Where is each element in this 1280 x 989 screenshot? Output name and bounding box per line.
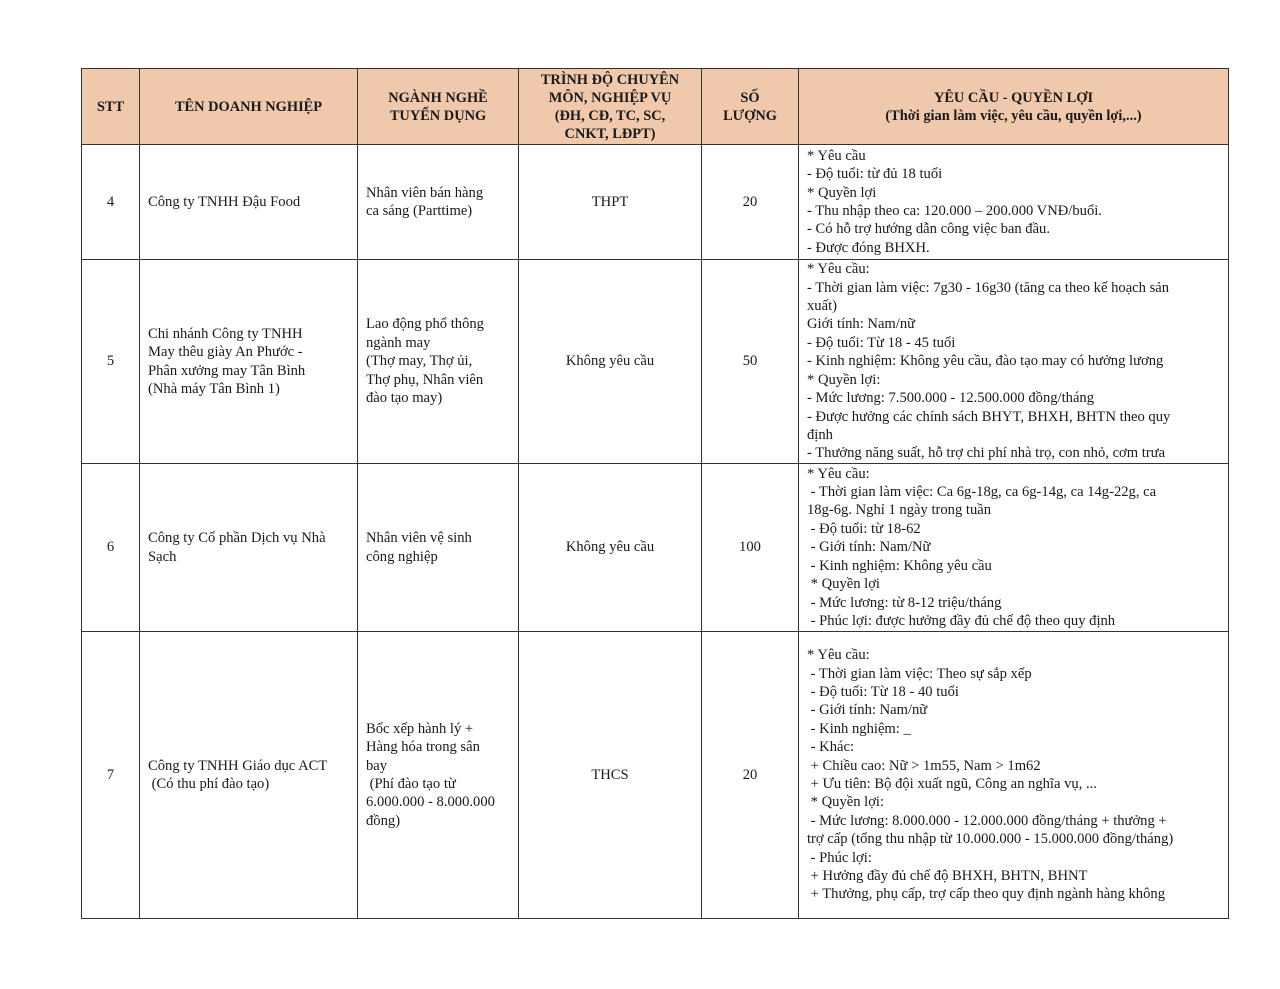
cell-company: Công ty Cổ phần Dịch vụ Nhà Sạch <box>140 464 358 632</box>
cell-qualification: Không yêu cầu <box>519 260 702 464</box>
cell-stt: 7 <box>82 632 140 919</box>
header-requirements: YÊU CẦU - QUYỀN LỢI (Thời gian làm việc, yêu cầu, quyền lợi,...) <box>799 69 1229 145</box>
cell-occupation: Nhân viên bán hàng ca sáng (Parttime) <box>358 145 519 260</box>
cell-qualification: THCS <box>519 632 702 919</box>
cell-company: Chi nhánh Công ty TNHH May thêu giày An Phước - Phân xưởng may Tân Bình (Nhà máy Tân Bình 1) <box>140 260 358 464</box>
header-quantity: SỐ LƯỢNG <box>702 69 799 145</box>
cell-quantity: 20 <box>702 632 799 919</box>
cell-stt: 5 <box>82 260 140 464</box>
header-stt: STT <box>82 69 140 145</box>
table-row <box>82 632 1229 919</box>
cell-company: Công ty TNHH Giáo dục ACT (Có thu phí đào tạo) <box>140 632 358 919</box>
cell-occupation: Nhân viên vệ sinh công nghiệp <box>358 464 519 632</box>
cell-qualification: Không yêu cầu <box>519 464 702 632</box>
table-header-row <box>82 69 1229 145</box>
cell-occupation: Bốc xếp hành lý + Hàng hóa trong sân bay (Phí đào tạo từ 6.000.000 - 8.000.000 đồng) <box>358 632 519 919</box>
cell-quantity: 50 <box>702 260 799 464</box>
cell-stt: 6 <box>82 464 140 632</box>
table-row <box>82 260 1229 464</box>
cell-quantity: 100 <box>702 464 799 632</box>
recruitment-table <box>81 68 1229 919</box>
cell-occupation: Lao động phổ thông ngành may (Thợ may, Thợ ủi, Thợ phụ, Nhân viên đào tạo may) <box>358 260 519 464</box>
table-row <box>82 464 1229 632</box>
header-company: TÊN DOANH NGHIỆP <box>140 69 358 145</box>
cell-requirements: * Yêu cầu: - Thời gian làm việc: 7g30 - 16g30 (tăng ca theo kế hoạch sản xuất) Giới tính: Nam/nữ - Độ tuổi: Từ 18 - 45 tuổi - Kinh nghiệm: Không yêu cầu, đào tạo may có hưởng lương * Quyền lợi: - Mức lương: 7.500.000 - 12.500.000 đồng/tháng - Được hưởng các chính sách BHYT, BHXH, BHTN theo quy định - Thưởng năng suất, hỗ trợ chi phí nhà trọ, con nhỏ, cơm trưa <box>799 260 1229 464</box>
table-row <box>82 145 1229 260</box>
header-qualification: TRÌNH ĐỘ CHUYÊN MÔN, NGHIỆP VỤ (ĐH, CĐ, TC, SC, CNKT, LĐPT) <box>519 69 702 145</box>
cell-requirements: * Yêu cầu: - Thời gian làm việc: Theo sự sắp xếp - Độ tuổi: Từ 18 - 40 tuổi - Giới tính: Nam/nữ - Kinh nghiệm: _ - Khác: + Chiều cao: Nữ > 1m55, Nam > 1m62 + Ưu tiên: Bộ đội xuất ngũ, Công an nghĩa vụ, ... * Quyền lợi: - Mức lương: 8.000.000 - 12.000.000 đồng/tháng + thưởng + trợ cấp (tổng thu nhập từ 10.000.000 - 15.000.000 đồng/tháng) - Phúc lợi: + Hưởng đầy đủ chế độ BHXH, BHTN, BHNT + Thưởng, phụ cấp, trợ cấp theo quy định ngành hàng không <box>799 632 1229 919</box>
cell-stt: 4 <box>82 145 140 260</box>
cell-company: Công ty TNHH Đậu Food <box>140 145 358 260</box>
cell-requirements: * Yêu cầu - Độ tuổi: từ đủ 18 tuổi * Quyền lợi - Thu nhập theo ca: 120.000 – 200.000 VNĐ/buổi. - Có hỗ trợ hướng dẫn công việc ban đầu. - Được đóng BHXH. <box>799 145 1229 260</box>
cell-qualification: THPT <box>519 145 702 260</box>
cell-requirements: * Yêu cầu: - Thời gian làm việc: Ca 6g-18g, ca 6g-14g, ca 14g-22g, ca 18g-6g. Nghỉ 1 ngày trong tuần - Độ tuổi: từ 18-62 - Giới tính: Nam/Nữ - Kinh nghiệm: Không yêu cầu * Quyền lợi - Mức lương: từ 8-12 triệu/tháng - Phúc lợi: được hưởng đầy đủ chế độ theo quy định <box>799 464 1229 632</box>
header-occupation: NGÀNH NGHỀ TUYỂN DỤNG <box>358 69 519 145</box>
cell-quantity: 20 <box>702 145 799 260</box>
